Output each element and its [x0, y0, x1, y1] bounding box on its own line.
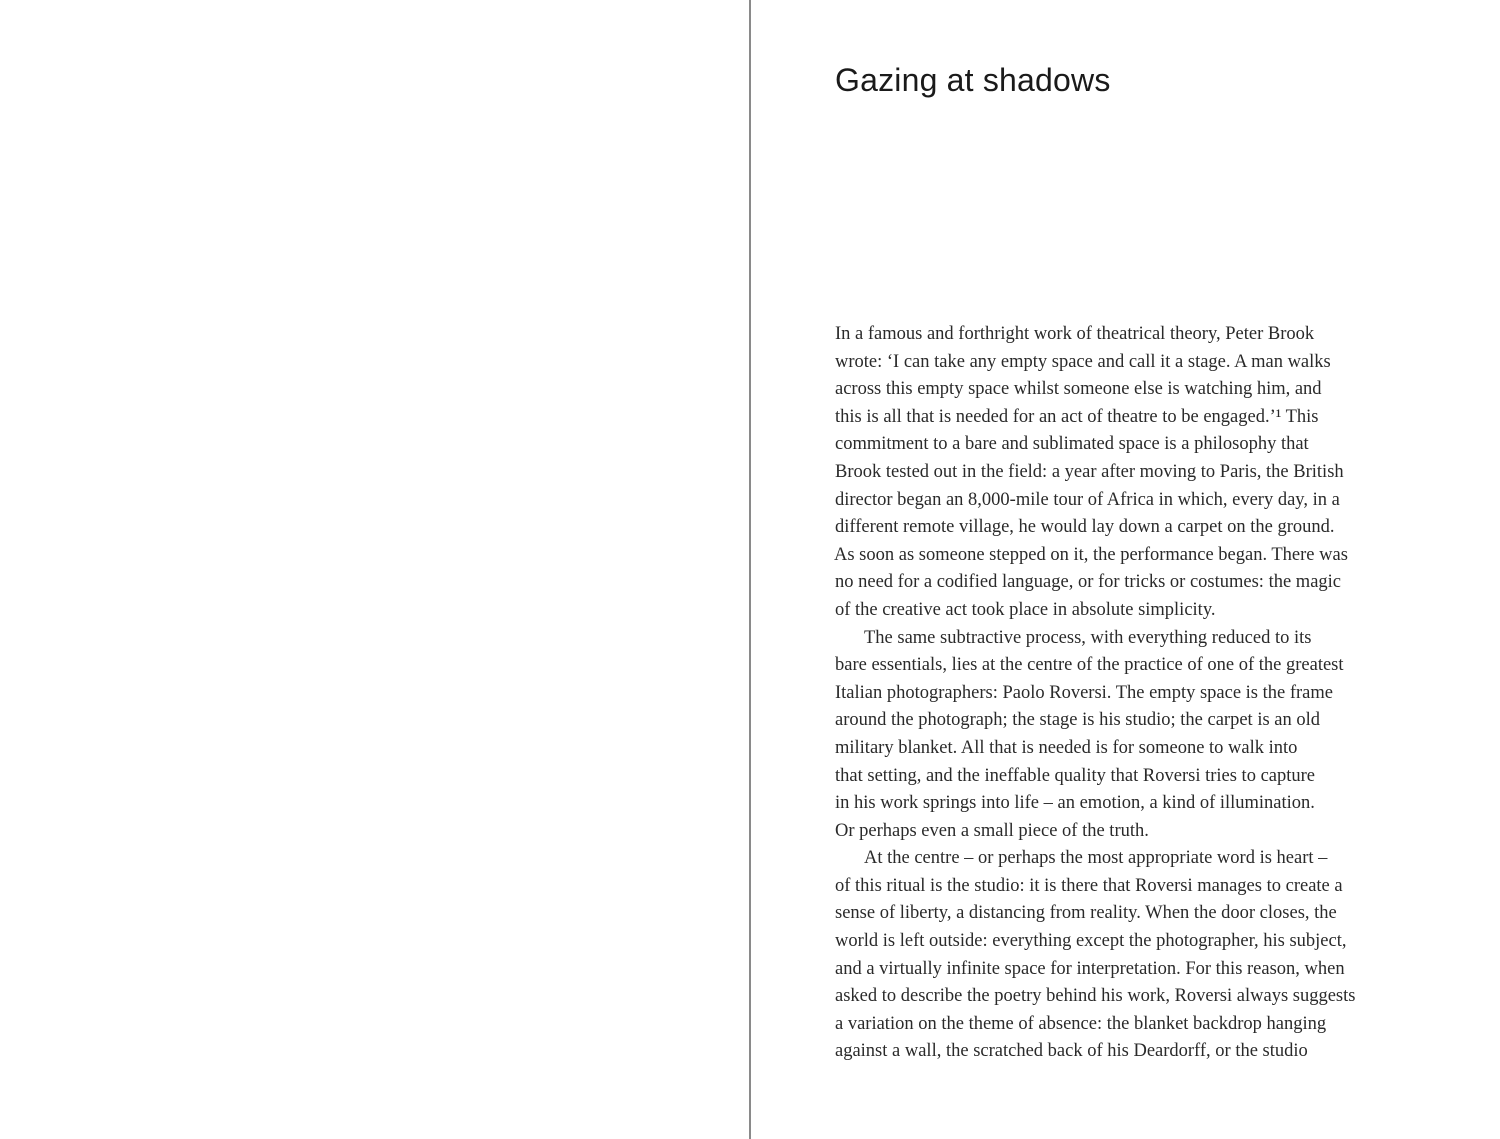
text-line: As soon as someone stepped on it, the performance began. There was [834, 544, 1348, 565]
text-line: around the photograph; the stage is his studio; the carpet is an old [835, 710, 1321, 731]
left-page-blank [0, 0, 749, 1139]
text-line: no need for a codified language, or for tricks or costumes: the magic [835, 572, 1342, 593]
text-line: In a famous and forthright work of theatrical theory, Peter Brook [835, 324, 1315, 344]
body-text [835, 321, 1435, 1066]
paragraph-first-line: The same subtractive process, with everything reduced to its [864, 627, 1312, 648]
text-line: director began an 8,000-mile tour of Africa in which, every day, in a [835, 489, 1340, 510]
right-page [751, 0, 1500, 1139]
text-line: Or perhaps even a small piece of the truth. [835, 820, 1149, 841]
text-line: different remote village, he would lay down a carpet on the ground. [835, 517, 1335, 538]
text-line: bare essentials, lies at the centre of the practice of one of the greatest [835, 655, 1344, 676]
text-line: a variation on the theme of absence: the blanket backdrop hanging [835, 1013, 1327, 1034]
text-line: this is all that is needed for an act of theatre to be engaged.’¹ This [835, 406, 1319, 427]
text-line: asked to describe the poetry behind his work, Roversi always suggests [835, 986, 1356, 1007]
paragraph-first-line: At the centre – or perhaps the most appropriate word is heart – [864, 848, 1328, 869]
text-line: sense of liberty, a distancing from reality. When the door closes, the [835, 903, 1337, 924]
text-line: world is left outside: everything except the photographer, his subject, [835, 931, 1347, 952]
text-line: and a virtually infinite space for interpretation. For this reason, when [835, 958, 1345, 979]
text-line: of the creative act took place in absolute simplicity. [835, 599, 1216, 620]
text-line: Italian photographers: Paolo Roversi. The empty space is the frame [835, 682, 1333, 703]
text-line: that setting, and the ineffable quality that Roversi tries to capture [835, 765, 1316, 786]
text-line: against a wall, the scratched back of his Deardorff, or the studio [835, 1041, 1308, 1062]
text-line: military blanket. All that is needed is for someone to walk into [835, 737, 1298, 758]
text-line: commitment to a bare and sublimated space is a philosophy that [835, 434, 1309, 455]
text-line: of this ritual is the studio: it is there that Roversi manages to create a [835, 875, 1343, 896]
text-line: wrote: ‘I can take any empty space and call it a stage. A man walks [835, 351, 1331, 372]
chapter-title: Gazing at shadows [835, 62, 1111, 98]
text-line: Brook tested out in the field: a year after moving to Paris, the British [835, 461, 1344, 482]
text-line: in his work springs into life – an emotion, a kind of illumination. [835, 793, 1315, 814]
text-line: across this empty space whilst someone else is watching him, and [835, 379, 1322, 400]
